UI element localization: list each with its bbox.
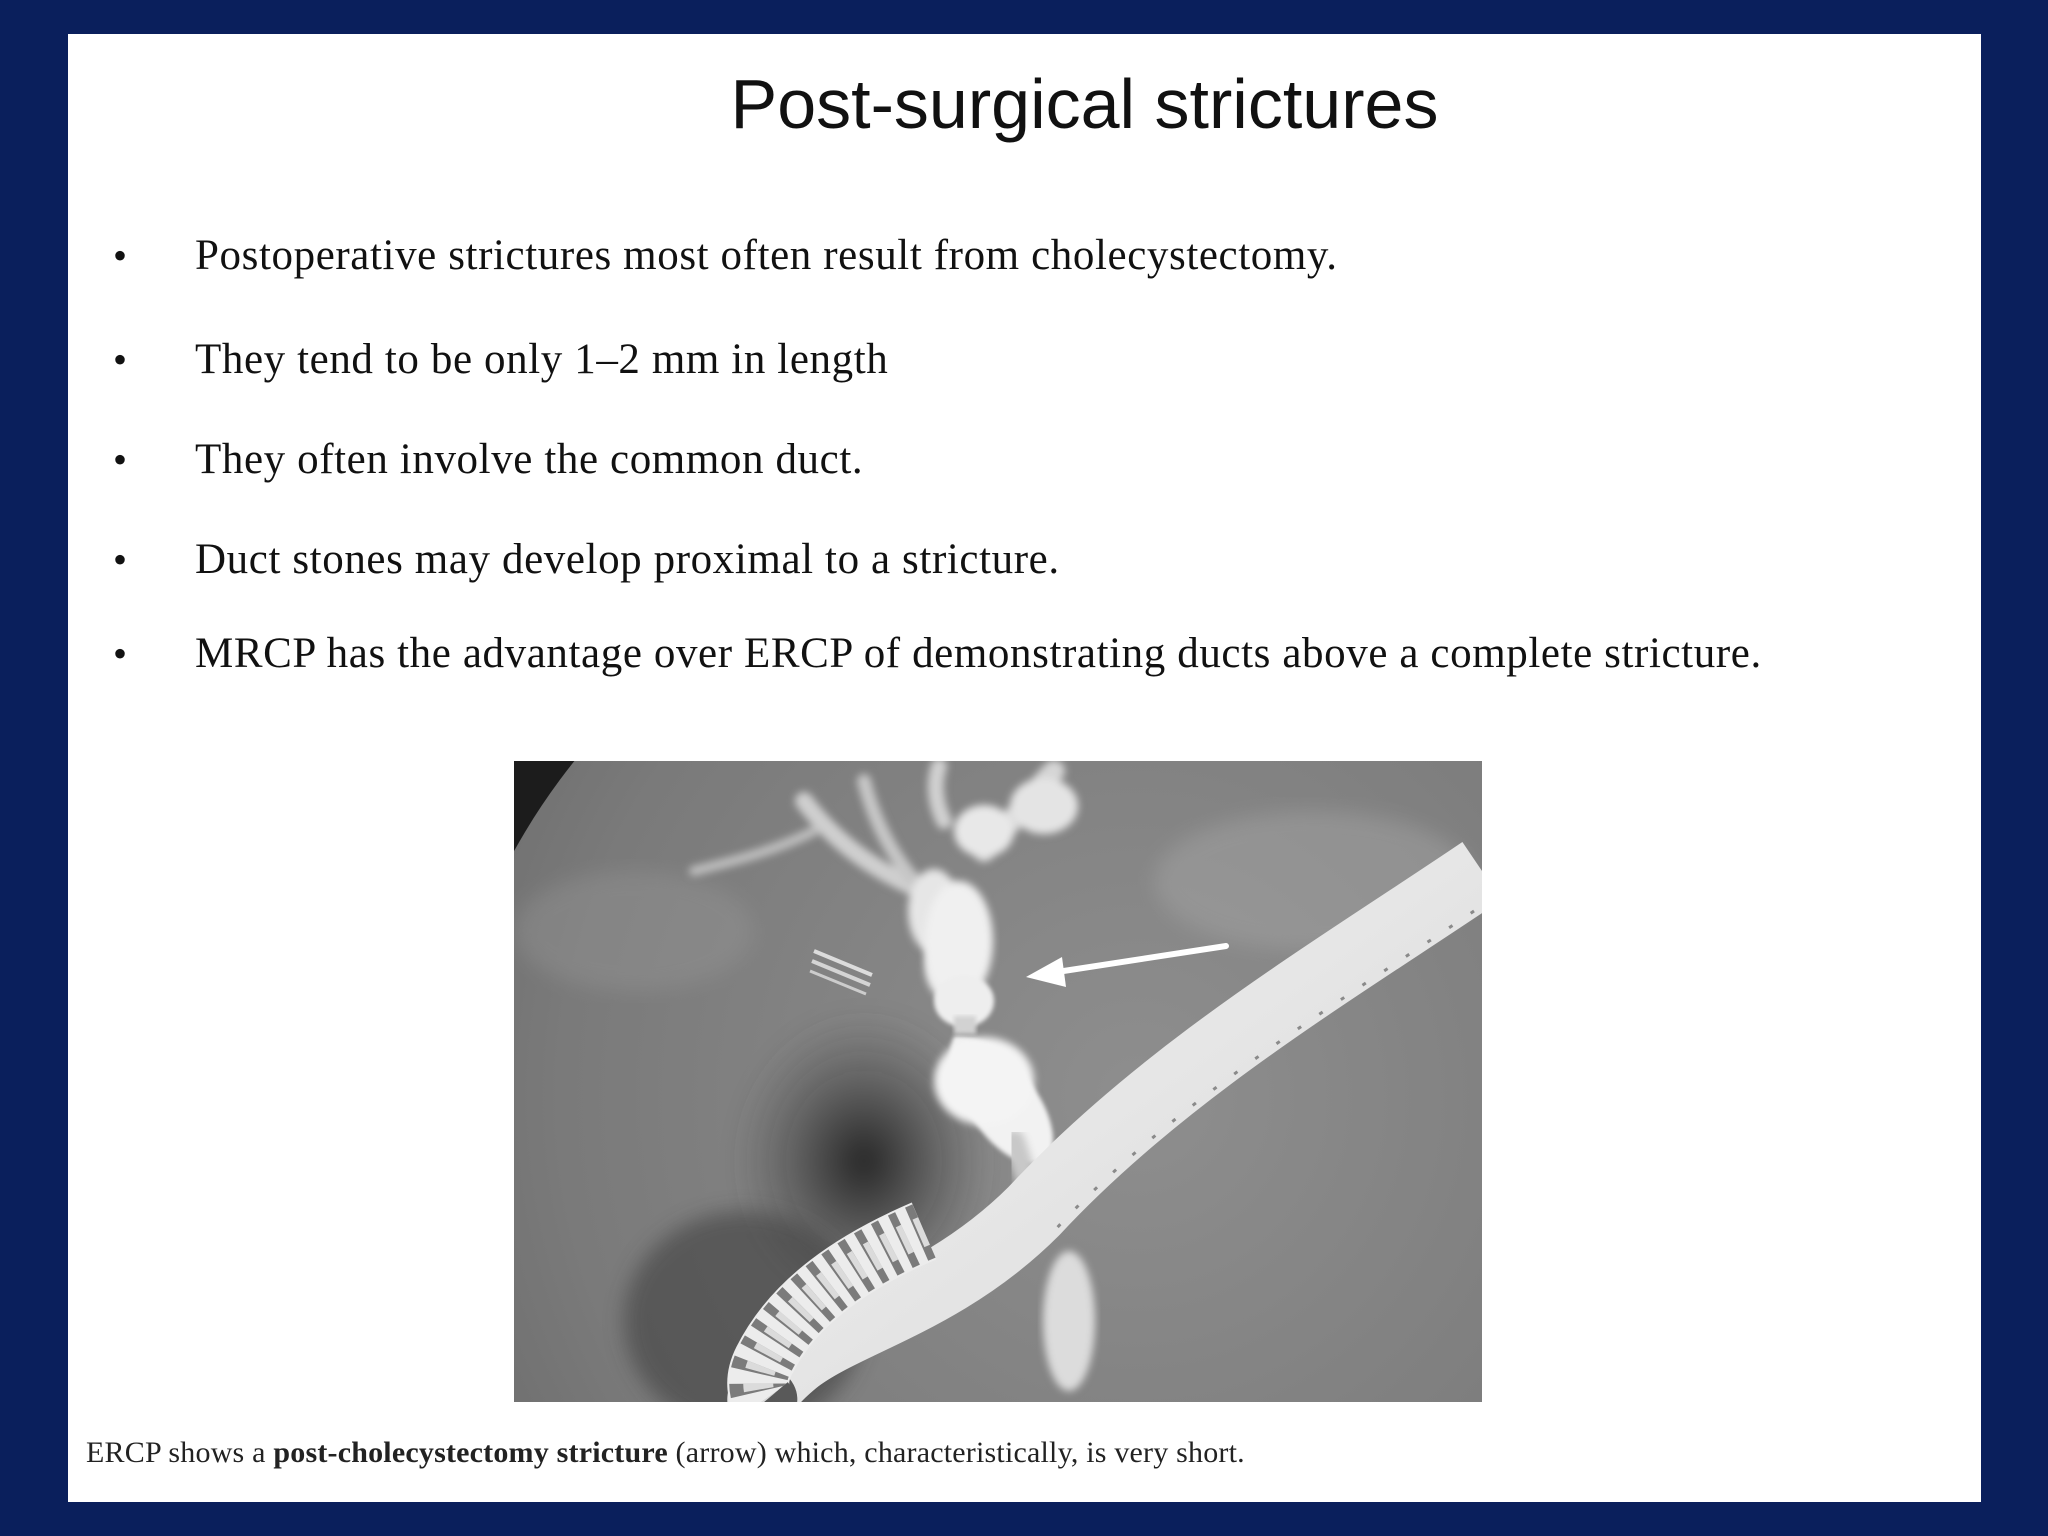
caption-prefix: ERCP shows a	[86, 1436, 274, 1469]
bullet-text: Duct stones may develop proximal to a stricture.	[195, 536, 1060, 583]
bullet-dot: •	[113, 233, 128, 278]
caption-bold: post-cholecystectomy stricture	[273, 1436, 668, 1469]
caption-suffix: (arrow) which, characteristically, is very short.	[667, 1436, 1245, 1469]
bullet-dot: •	[113, 337, 128, 382]
slide	[68, 34, 1981, 1502]
bullet-text: MRCP has the advantage over ERCP of demonstrating ducts above a complete stricture.	[195, 630, 1762, 677]
slide-title: Post-surgical strictures	[730, 65, 1439, 143]
bullet-dot: •	[113, 537, 128, 582]
stricture	[954, 1016, 976, 1034]
ercp-xray-image	[514, 761, 1482, 1402]
figure-caption	[86, 1436, 1963, 1470]
bullet-dot: •	[113, 631, 128, 676]
xray-svg	[514, 761, 1482, 1402]
bullet-text: Postoperative strictures most often result from cholecystectomy.	[195, 232, 1338, 279]
bullet-dot: •	[113, 437, 128, 482]
bullet-text: They often involve the common duct.	[195, 436, 864, 483]
bullet-text: They tend to be only 1–2 mm in length	[195, 336, 889, 383]
